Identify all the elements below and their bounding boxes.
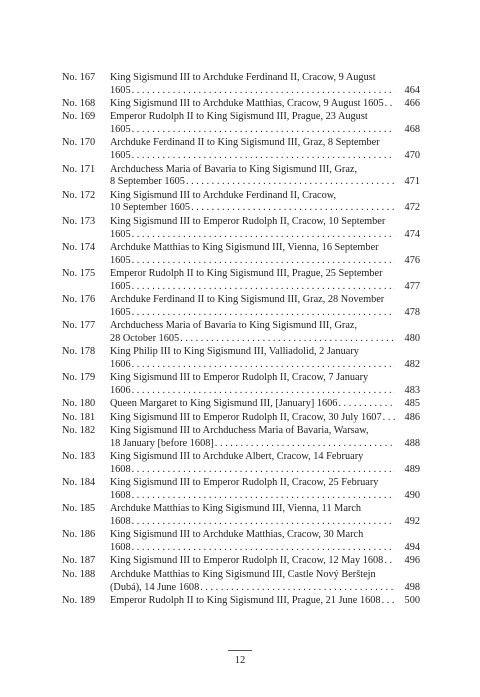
entry-body (110, 555, 420, 568)
entry-title-end: King Sigismund III to Emperor Rudolph II, Cracow, 30 July 1607 (110, 411, 382, 423)
toc-entry (62, 451, 420, 477)
entry-title: Archduke Matthias to King Sigismund III, Vienna, 16 September (110, 241, 379, 253)
entry-tail-line (110, 464, 420, 477)
dot-leader (132, 255, 395, 268)
entry-body (110, 477, 420, 503)
entry-title: Archduchess Maria of Bavaria to King Sigismund III, Graz, (110, 320, 358, 332)
entry-page: 486 (404, 411, 420, 423)
toc-entry (62, 72, 420, 98)
toc-entry (62, 242, 420, 268)
dot-leader (132, 85, 395, 98)
entry-page: 482 (404, 359, 420, 371)
toc-entry (62, 216, 420, 242)
entry-body (110, 398, 420, 411)
entry-title-end: 1606 (110, 385, 131, 397)
entry-title: King Sigismund III to Archduke Ferdinand II, Cracow, (110, 189, 337, 201)
entry-body (110, 503, 420, 529)
entry-page: 488 (404, 437, 420, 449)
entry-body (110, 242, 420, 268)
toc-entry (62, 503, 420, 529)
dot-leader (200, 582, 395, 595)
entry-body (110, 320, 420, 346)
entry-page: 466 (404, 98, 420, 110)
entry-body (110, 529, 420, 555)
entry-number: No. 176 (62, 294, 96, 306)
entry-title: King Sigismund III to Archduchess Maria of Bavaria, Warsaw, (110, 425, 369, 437)
entry-body (110, 451, 420, 477)
dot-leader (384, 555, 395, 568)
dot-leader (132, 490, 395, 503)
dot-leader (180, 333, 395, 346)
entry-title: King Sigismund III to Archduke Albert, Cracow, 14 February (110, 451, 364, 463)
entry-tail-line (110, 176, 420, 189)
entry-number: No. 180 (62, 398, 96, 410)
entry-title-end: 1605 (110, 280, 131, 292)
entry-tail-line (110, 255, 420, 268)
dot-leader (382, 595, 395, 608)
dot-leader (215, 438, 395, 451)
toc-entry (62, 320, 420, 346)
entry-title-end: Queen Margaret to King Sigismund III, [January] 1606 (110, 398, 338, 410)
entry-title: Archduke Matthias to King Sigismund III, Vienna, 11 March (110, 503, 362, 515)
entry-title-end: 1605 (110, 124, 131, 136)
toc-entry (62, 569, 420, 595)
entry-title-end: (Dubá), 14 June 1608 (110, 581, 200, 593)
entry-tail-line (110, 555, 420, 568)
dot-leader (132, 542, 395, 555)
entry-body (110, 595, 420, 608)
entry-number: No. 182 (62, 425, 96, 437)
dot-leader (132, 150, 395, 163)
entry-page: 472 (404, 202, 420, 214)
entry-number: No. 175 (62, 267, 96, 279)
entry-title-end: 1608 (110, 463, 131, 475)
toc-entry (62, 477, 420, 503)
entry-page: 471 (404, 176, 420, 188)
entry-page: 496 (404, 555, 420, 567)
entry-title-end: 1606 (110, 359, 131, 371)
entry-number: No. 172 (62, 189, 96, 201)
entry-body (110, 137, 420, 163)
entry-tail-line (110, 438, 420, 451)
entry-tail-line (110, 582, 420, 595)
entry-title: King Sigismund III to Emperor Rudolph II, Cracow, 7 January (110, 372, 369, 384)
entry-title: Archduke Matthias to King Sigismund III, Castle Nový Berštejn (110, 568, 376, 580)
entry-number: No. 173 (62, 215, 96, 227)
entry-body (110, 294, 420, 320)
toc-entry (62, 98, 420, 111)
dot-leader (132, 385, 395, 398)
toc-entry (62, 346, 420, 372)
entry-title: King Philip III to King Sigismund III, Valliadolid, 2 January (110, 346, 359, 358)
toc-entry (62, 137, 420, 163)
entry-tail-line (110, 398, 420, 411)
entry-page: 498 (404, 581, 420, 593)
entry-number: No. 174 (62, 241, 96, 253)
entry-page: 476 (404, 254, 420, 266)
toc-entry (62, 190, 420, 216)
entry-tail-line (110, 229, 420, 242)
entry-title-end: Emperor Rudolph II to King Sigismund III, Prague, 21 June 1608 (110, 594, 381, 606)
entry-page: 474 (404, 228, 420, 240)
entry-page: 494 (404, 542, 420, 554)
entry-number: No. 189 (62, 594, 96, 606)
entry-title: King Sigismund III to Archduke Ferdinand II, Cracow, 9 August (110, 72, 376, 83)
entry-number: No. 184 (62, 477, 96, 489)
entry-page: 485 (404, 398, 420, 410)
entry-title: King Sigismund III to Emperor Rudolph II, Cracow, 10 September (110, 215, 386, 227)
dot-leader (132, 359, 395, 372)
entry-number: No. 187 (62, 555, 96, 567)
toc-entry (62, 372, 420, 398)
dot-leader (132, 307, 395, 320)
entry-title: Archduchess Maria of Bavaria to King Sigismund III, Graz, (110, 163, 358, 175)
entry-tail-line (110, 307, 420, 320)
toc-entry (62, 294, 420, 320)
dot-leader (132, 281, 395, 294)
toc-entry (62, 555, 420, 568)
entry-number: No. 169 (62, 111, 96, 123)
entry-title-end: 10 September 1605 (110, 202, 191, 214)
page-number: 12 (234, 655, 246, 666)
entry-body (110, 72, 420, 98)
entry-page: 483 (404, 385, 420, 397)
entry-title-end: 8 September 1605 (110, 176, 185, 188)
entry-number: No. 183 (62, 451, 96, 463)
entry-number: No. 178 (62, 346, 96, 358)
entry-page: 464 (404, 84, 420, 96)
entry-number: No. 185 (62, 503, 96, 515)
entry-title-end: 1608 (110, 542, 131, 554)
entry-page: 480 (404, 332, 420, 344)
entry-title: Archduke Ferdinand II to King Sigismund III, Graz, 28 November (110, 294, 385, 306)
entry-page: 468 (404, 124, 420, 136)
entry-body (110, 216, 420, 242)
entry-page: 489 (404, 463, 420, 475)
entry-page: 500 (404, 594, 420, 606)
entry-tail-line (110, 542, 420, 555)
dot-leader (186, 176, 395, 189)
dot-leader (338, 398, 395, 411)
entry-tail-line (110, 412, 420, 425)
dot-leader (132, 229, 395, 242)
dot-leader (191, 202, 395, 215)
entry-tail-line (110, 281, 420, 294)
entry-tail-line (110, 385, 420, 398)
entry-body (110, 412, 420, 425)
toc-entry (62, 529, 420, 555)
entry-title: King Sigismund III to Emperor Rudolph II, Cracow, 25 February (110, 477, 379, 489)
entry-body (110, 372, 420, 398)
entry-number: No. 179 (62, 372, 96, 384)
entry-title-end: 1608 (110, 490, 131, 501)
entry-title: Emperor Rudolph II to King Sigismund III, Prague, 23 August (110, 111, 368, 123)
entry-number: No. 171 (62, 163, 96, 175)
entry-tail-line (110, 595, 420, 608)
entry-tail-line (110, 150, 420, 163)
entry-number: No. 167 (62, 72, 96, 83)
toc-entry (62, 398, 420, 411)
page-number-rule (228, 650, 252, 651)
entry-body (110, 111, 420, 137)
entry-title-end: 1605 (110, 306, 131, 318)
entry-body (110, 268, 420, 294)
entry-title: King Sigismund III to Archduke Matthias, Cracow, 30 March (110, 529, 364, 541)
entry-number: No. 170 (62, 137, 96, 149)
entry-tail-line (110, 85, 420, 98)
entry-tail-line (110, 359, 420, 372)
toc-entry (62, 111, 420, 137)
entry-title-end: 18 January [before 1608] (110, 437, 214, 449)
entry-number: No. 168 (62, 98, 96, 110)
entry-page: 477 (404, 280, 420, 292)
entry-body (110, 190, 420, 216)
entry-title-end: 1605 (110, 228, 131, 240)
entry-tail-line (110, 202, 420, 215)
entry-title-end: 1605 (110, 254, 131, 266)
entry-title-end: 1608 (110, 516, 131, 528)
entry-tail-line (110, 333, 420, 346)
entry-page: 478 (404, 306, 420, 318)
entry-number: No. 186 (62, 529, 96, 541)
toc-entry (62, 268, 420, 294)
entry-body (110, 425, 420, 451)
entry-body (110, 164, 420, 190)
toc-entry (62, 595, 420, 608)
entry-tail-line (110, 98, 420, 111)
entry-body (110, 346, 420, 372)
entry-title-end: 1605 (110, 84, 131, 96)
entry-tail-line (110, 124, 420, 137)
entry-number: No. 188 (62, 568, 96, 580)
entry-number: No. 181 (62, 411, 96, 423)
toc-entries (62, 72, 420, 608)
dot-leader (385, 98, 395, 111)
entry-page: 492 (404, 516, 420, 528)
dot-leader (132, 516, 395, 529)
entry-page: 470 (404, 150, 420, 162)
entry-title: Archduke Ferdinand II to King Sigismund III, Graz, 8 September (110, 137, 380, 149)
entry-body (110, 569, 420, 595)
table-of-contents (62, 72, 420, 608)
toc-entry (62, 164, 420, 190)
entry-title-end: 1605 (110, 150, 131, 162)
entry-title-end: King Sigismund III to Emperor Rudolph II, Cracow, 12 May 1608 (110, 555, 384, 567)
entry-page: 490 (404, 490, 420, 501)
entry-tail-line (110, 490, 420, 503)
entry-body (110, 98, 420, 111)
entry-tail-line (110, 516, 420, 529)
toc-entry (62, 425, 420, 451)
dot-leader (132, 464, 395, 477)
entry-title-end: King Sigismund III to Archduke Matthias, Cracow, 9 August 1605 (110, 98, 384, 110)
entry-title: Emperor Rudolph II to King Sigismund III, Prague, 25 September (110, 267, 383, 279)
toc-entry (62, 412, 420, 425)
dot-leader (132, 124, 395, 137)
entry-number: No. 177 (62, 320, 96, 332)
entry-title-end: 28 October 1605 (110, 332, 180, 344)
dot-leader (383, 412, 395, 425)
